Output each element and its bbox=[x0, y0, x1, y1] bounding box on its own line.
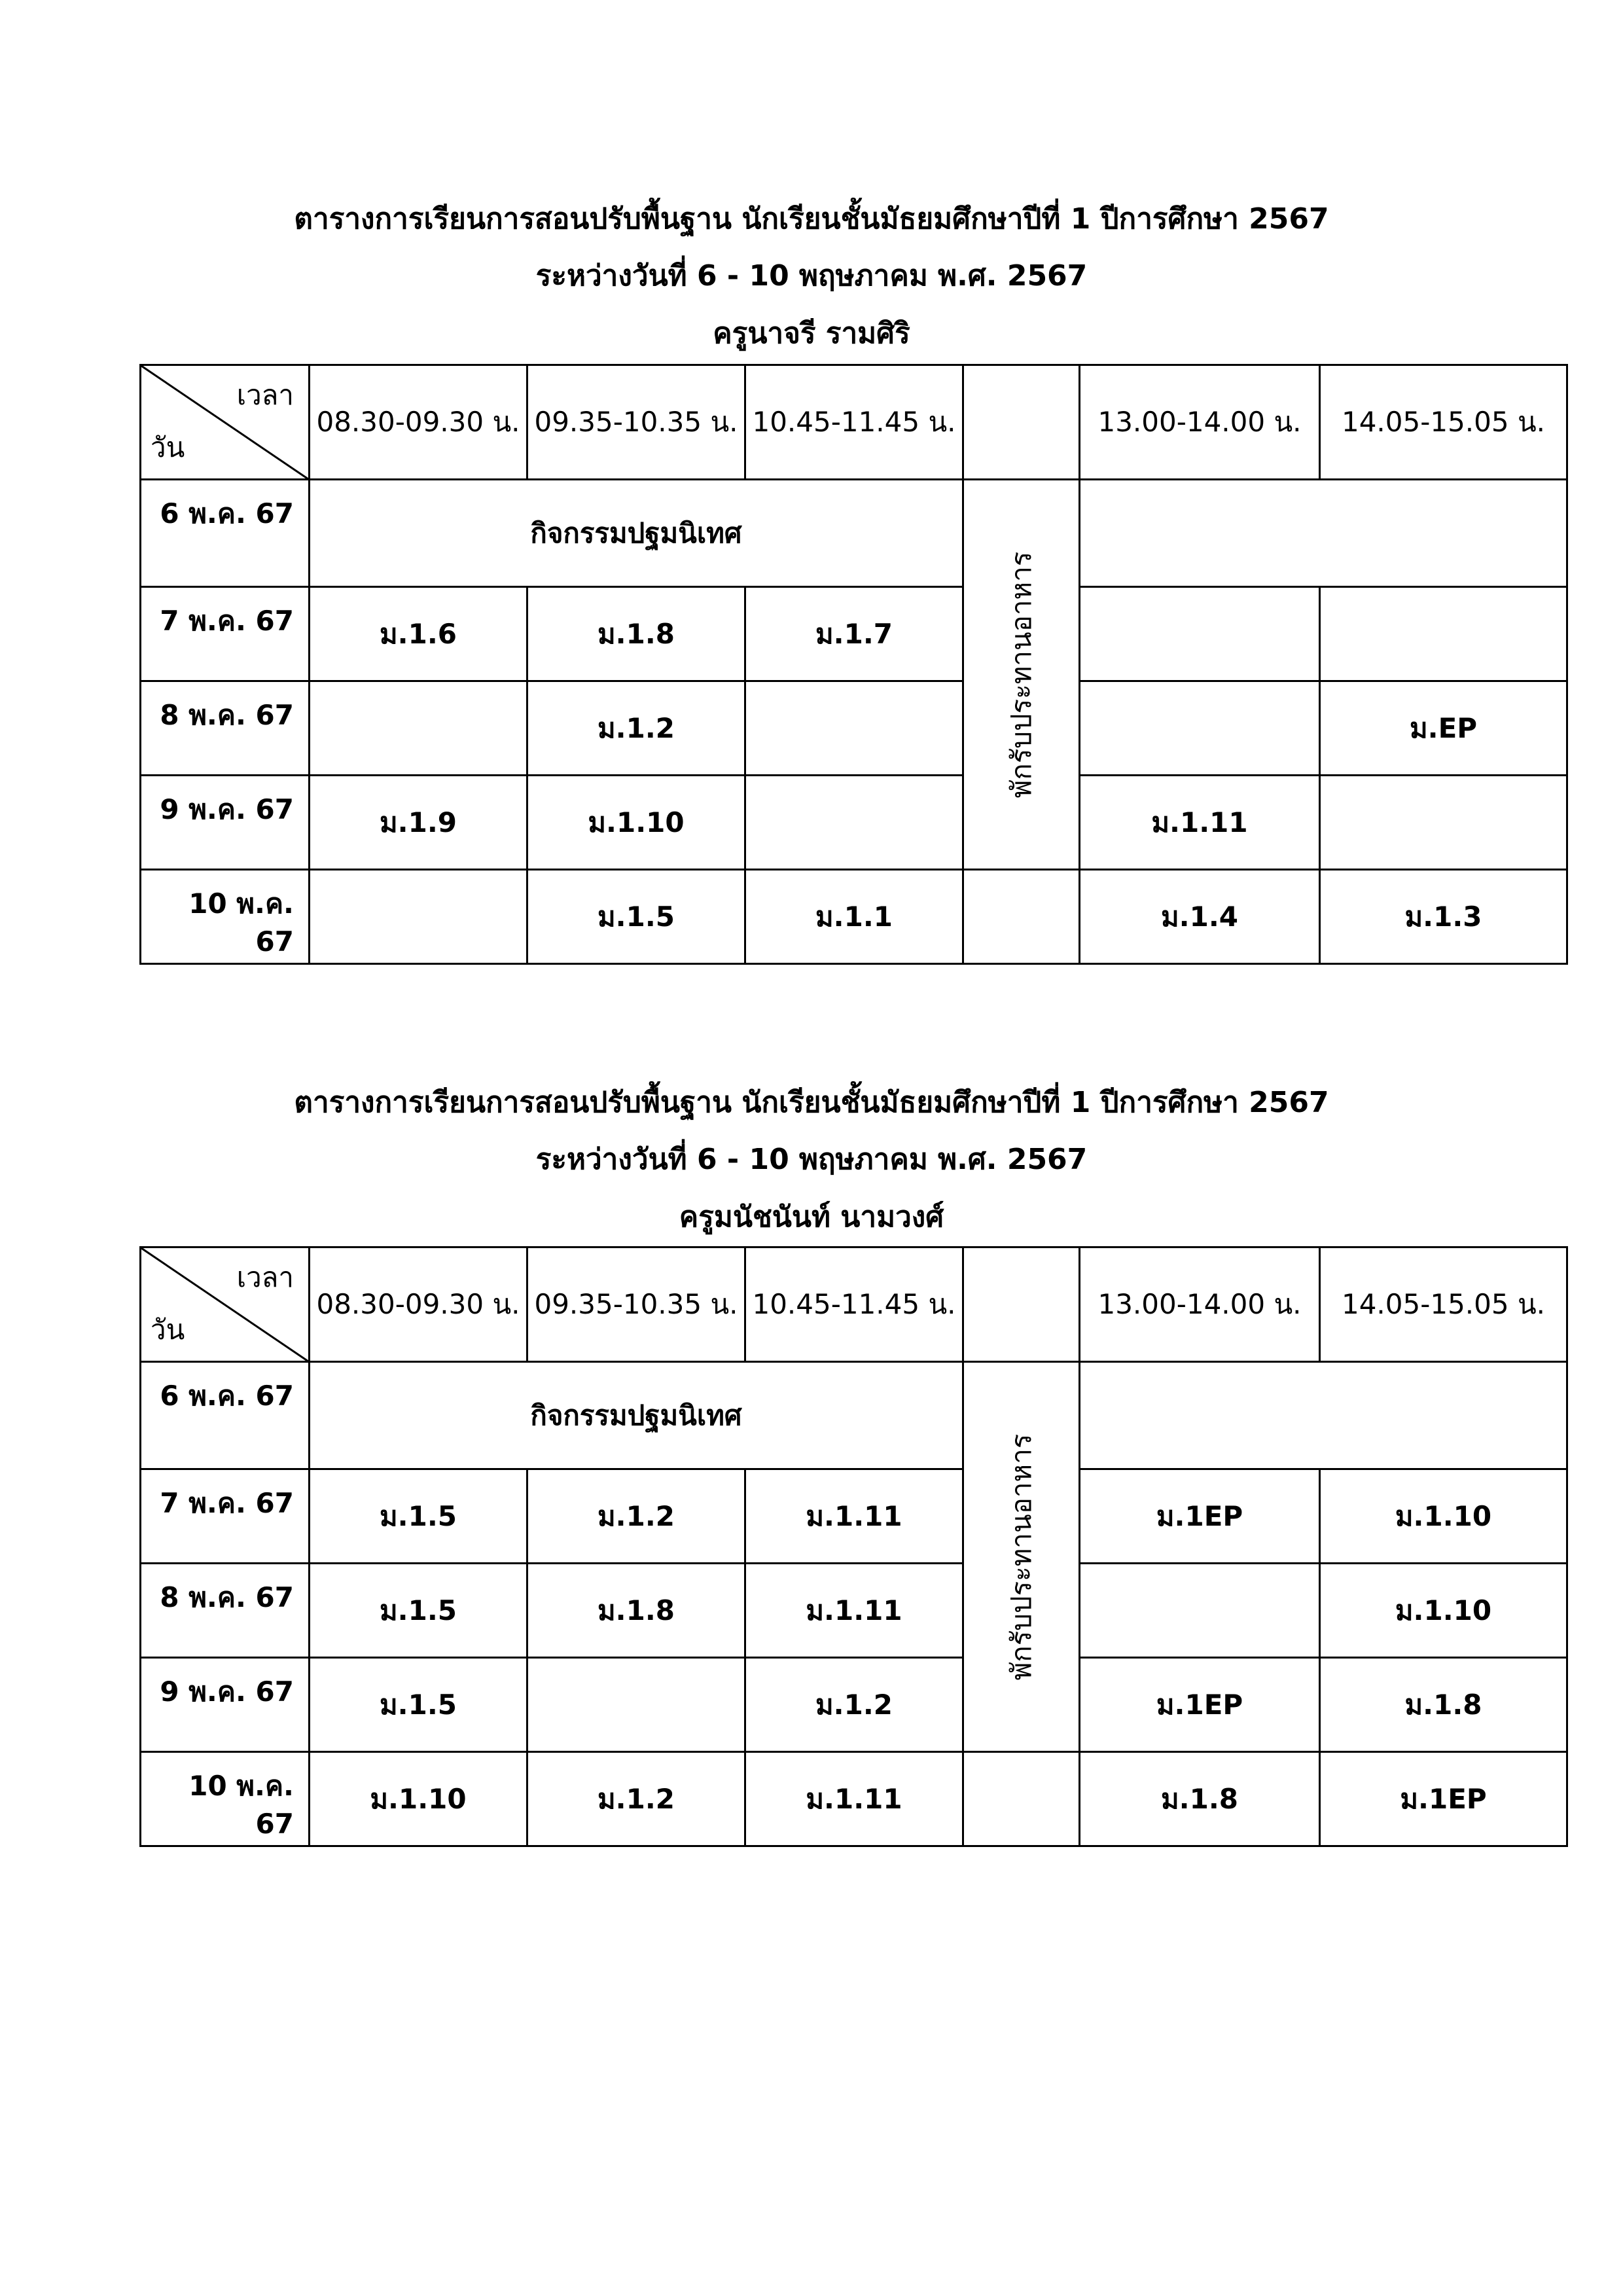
class-cell: ม.1.4 bbox=[1080, 870, 1320, 964]
day-label: 10 พ.ค. 67 bbox=[141, 1752, 310, 1846]
class-cell: ม.1.11 bbox=[1080, 776, 1320, 870]
day-label: 7 พ.ค. 67 bbox=[141, 587, 310, 681]
day-label: 6 พ.ค. 67 bbox=[141, 1362, 310, 1469]
class-cell: ม.1.5 bbox=[527, 870, 745, 964]
class-cell: ม.1.5 bbox=[310, 1658, 527, 1752]
schedule-date-range: ระหว่างวันที่ 6 - 10 พฤษภาคม พ.ศ. 2567 bbox=[535, 259, 1088, 293]
class-cell: ม.1.10 bbox=[1320, 1469, 1567, 1564]
class-cell: ม.1.11 bbox=[745, 1564, 963, 1658]
time-header: 14.05-15.05 น. bbox=[1320, 1247, 1567, 1362]
time-header: 10.45-11.45 น. bbox=[745, 1247, 963, 1362]
break-header bbox=[963, 365, 1080, 480]
class-cell: ม.1.9 bbox=[310, 776, 527, 870]
time-header: 08.30-09.30 น. bbox=[310, 365, 527, 480]
class-cell bbox=[527, 1658, 745, 1752]
schedule-table bbox=[139, 1246, 1568, 1847]
day-label: 8 พ.ค. 67 bbox=[141, 1564, 310, 1658]
class-cell: ม.1.2 bbox=[527, 1469, 745, 1564]
teacher-name: ครูนาจรี รามศิริ bbox=[713, 317, 910, 350]
time-header: 09.35-10.35 น. bbox=[527, 1247, 745, 1362]
schedule-title: ตารางการเรียนการสอนปรับพื้นฐาน นักเรียนชั้นมัธยมศึกษาปีที่ 1 ปีการศึกษา 2567 bbox=[294, 202, 1329, 236]
corner-time-label: เวลา bbox=[236, 379, 294, 411]
class-cell: ม.1.8 bbox=[527, 1564, 745, 1658]
class-cell: ม.1.3 bbox=[1320, 870, 1567, 964]
time-header: 14.05-15.05 น. bbox=[1320, 365, 1567, 480]
class-cell: ม.1.5 bbox=[310, 1469, 527, 1564]
class-cell bbox=[1080, 681, 1320, 776]
break-empty-cell bbox=[963, 870, 1080, 964]
day-label: 9 พ.ค. 67 bbox=[141, 776, 310, 870]
break-header bbox=[963, 1247, 1080, 1362]
time-header: 10.45-11.45 น. bbox=[745, 365, 963, 480]
lunch-break-cell bbox=[963, 1362, 1080, 1752]
corner-header bbox=[141, 365, 310, 480]
lunch-break-label: พักรับประทานอาหาร bbox=[1005, 1433, 1037, 1680]
time-header: 13.00-14.00 น. bbox=[1080, 365, 1320, 480]
class-cell bbox=[745, 681, 963, 776]
schedule-title: ตารางการเรียนการสอนปรับพื้นฐาน นักเรียนชั้นมัธยมศึกษาปีที่ 1 ปีการศึกษา 2567 bbox=[294, 1086, 1329, 1119]
corner-day-label: วัน bbox=[151, 1314, 185, 1346]
class-cell: ม.1EP bbox=[1320, 1752, 1567, 1846]
schedule-cell bbox=[1080, 1362, 1567, 1469]
orientation-cell: กิจกรรมปฐมนิเทศ bbox=[310, 480, 963, 587]
class-cell: ม.1.8 bbox=[527, 587, 745, 681]
schedule-cell bbox=[1080, 480, 1567, 587]
schedule-table bbox=[139, 364, 1568, 965]
class-cell: ม.1.10 bbox=[527, 776, 745, 870]
time-header: 09.35-10.35 น. bbox=[527, 365, 745, 480]
lunch-break-cell bbox=[963, 480, 1080, 870]
class-cell bbox=[1320, 587, 1567, 681]
day-label: 10 พ.ค. 67 bbox=[141, 870, 310, 964]
class-cell bbox=[310, 681, 527, 776]
break-empty-cell bbox=[963, 1752, 1080, 1846]
time-header: 13.00-14.00 น. bbox=[1080, 1247, 1320, 1362]
class-cell: ม.1.2 bbox=[527, 681, 745, 776]
day-label: 6 พ.ค. 67 bbox=[141, 480, 310, 587]
class-cell: ม.1.7 bbox=[745, 587, 963, 681]
class-cell: ม.1.10 bbox=[310, 1752, 527, 1846]
day-label: 9 พ.ค. 67 bbox=[141, 1658, 310, 1752]
class-cell: ม.1.6 bbox=[310, 587, 527, 681]
lunch-break-label: พักรับประทานอาหาร bbox=[1005, 551, 1037, 798]
class-cell: ม.1.11 bbox=[745, 1752, 963, 1846]
teacher-name: ครูมนัชนันท์ นามวงศ์ bbox=[679, 1200, 944, 1234]
class-cell: ม.1.2 bbox=[745, 1658, 963, 1752]
day-label: 8 พ.ค. 67 bbox=[141, 681, 310, 776]
class-cell bbox=[310, 870, 527, 964]
class-cell bbox=[1080, 587, 1320, 681]
class-cell: ม.1.8 bbox=[1080, 1752, 1320, 1846]
class-cell: ม.1.2 bbox=[527, 1752, 745, 1846]
class-cell bbox=[1320, 776, 1567, 870]
class-cell: ม.1EP bbox=[1080, 1469, 1320, 1564]
corner-time-label: เวลา bbox=[236, 1261, 294, 1293]
class-cell: ม.1.8 bbox=[1320, 1658, 1567, 1752]
class-cell bbox=[745, 776, 963, 870]
class-cell: ม.EP bbox=[1320, 681, 1567, 776]
corner-day-label: วัน bbox=[151, 431, 185, 463]
time-header: 08.30-09.30 น. bbox=[310, 1247, 527, 1362]
corner-header bbox=[141, 1247, 310, 1362]
class-cell: ม.1.10 bbox=[1320, 1564, 1567, 1658]
class-cell: ม.1.5 bbox=[310, 1564, 527, 1658]
class-cell: ม.1.1 bbox=[745, 870, 963, 964]
schedule-date-range: ระหว่างวันที่ 6 - 10 พฤษภาคม พ.ศ. 2567 bbox=[535, 1143, 1088, 1176]
class-cell: ม.1.11 bbox=[745, 1469, 963, 1564]
class-cell bbox=[1080, 1564, 1320, 1658]
class-cell: ม.1EP bbox=[1080, 1658, 1320, 1752]
day-label: 7 พ.ค. 67 bbox=[141, 1469, 310, 1564]
orientation-cell: กิจกรรมปฐมนิเทศ bbox=[310, 1362, 963, 1469]
